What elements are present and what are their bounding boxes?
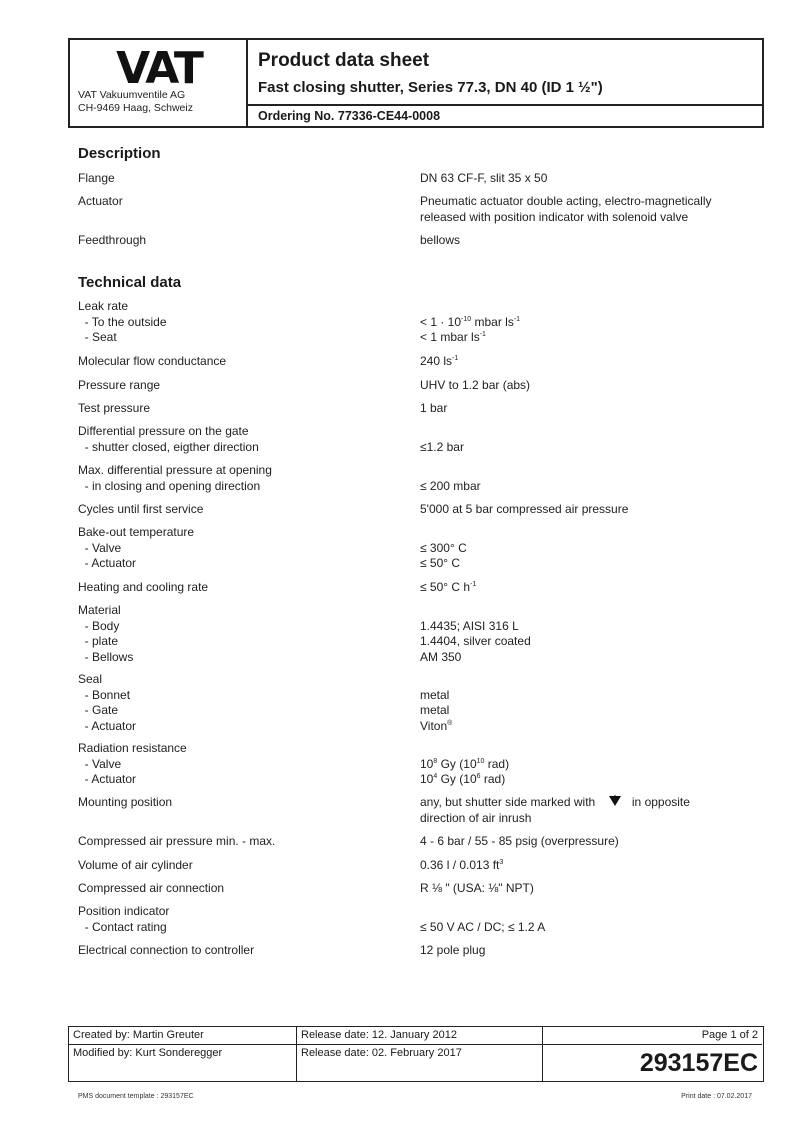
bake-valve-value: ≤ 300° C <box>420 540 467 555</box>
spec-label-line: - Contact rating <box>84 919 167 934</box>
spec-label-line: Differential pressure on the gate <box>78 424 249 438</box>
spec-label-line: - Seat <box>84 330 117 344</box>
spec-label <box>78 741 408 788</box>
logo-cell <box>70 40 248 126</box>
spec-label-line: - Valve <box>84 540 122 555</box>
mounting-text: in opposite <box>631 795 690 809</box>
spec-label-line: - shutter closed, eigther direction <box>84 439 259 454</box>
page-number: Page 1 of 2 <box>543 1027 762 1045</box>
ordering-number: Ordering No. 77336-CE44-0008 <box>248 104 762 126</box>
material-bellows-value: AM 350 <box>420 649 462 664</box>
spec-label <box>78 424 408 455</box>
exponent: -1 <box>470 581 477 588</box>
bake-actuator-value: ≤ 50° C <box>420 556 461 570</box>
spec-value: DN 63 CF-F, slit 35 x 50 <box>420 171 548 185</box>
seal-gate-value: metal <box>420 703 450 717</box>
template-note: PMS document template : 293157EC <box>78 1093 194 1100</box>
material-plate-value: 1.4404, silver coated <box>420 634 531 648</box>
spec-value: ≤1.2 bar <box>420 439 464 454</box>
rad-actuator-unit: Gy (10 <box>437 772 477 786</box>
spec-value: 5'000 at 5 bar compressed air pressure <box>420 502 629 516</box>
spec-value <box>420 757 770 788</box>
spec-value: 4 - 6 bar / 55 - 85 psig (overpressure) <box>420 834 619 848</box>
spec-label-line: Position indicator <box>78 904 170 918</box>
svg-text:VAT: VAT <box>116 46 202 86</box>
spec-label-line: - Bellows <box>84 649 134 664</box>
spec-label-line: - Bonnet <box>84 687 131 702</box>
spec-label: Heating and cooling rate <box>78 580 209 594</box>
spec-value: R ⅛ " (USA: ⅛" NPT) <box>420 881 534 895</box>
spec-label: Cycles until first service <box>78 502 204 516</box>
spec-label: Compressed air pressure min. - max. <box>78 834 276 848</box>
release-date-2: Release date: 02. February 2017 <box>297 1045 543 1081</box>
spec-value <box>420 619 770 666</box>
leak-seat-value: < 1 mbar ls <box>420 330 480 344</box>
spec-label <box>78 672 408 734</box>
exponent: 8 <box>433 757 438 765</box>
rad-valve-value: 10 <box>420 756 434 771</box>
company-name: VAT Vakuumventile AG <box>78 89 186 101</box>
heat-value: ≤ 50° C h <box>420 580 471 594</box>
rad-actuator-value: 10 <box>420 772 434 786</box>
leak-outside-value: < 1 · 10 <box>420 314 462 329</box>
footer-box <box>68 1026 764 1082</box>
spec-label-line: - To the outside <box>84 314 167 329</box>
spec-label-line: Leak rate <box>78 299 129 313</box>
technical-heading: Technical data <box>78 274 182 291</box>
document-title: Product data sheet <box>258 50 430 71</box>
spec-label-line: - Valve <box>84 756 122 771</box>
volume-value: 0.36 l / 0.013 ft <box>420 858 500 872</box>
spec-label <box>78 463 408 494</box>
title-cell <box>248 40 762 126</box>
mounting-text: any, but shutter side marked with <box>420 795 596 809</box>
spec-label <box>78 299 408 346</box>
spec-label: Molecular flow conductance <box>78 354 227 368</box>
spec-row-leak-rate <box>78 299 768 347</box>
spec-value <box>420 354 770 370</box>
spec-value: UHV to 1.2 bar (abs) <box>420 378 531 392</box>
spec-label-line: Material <box>78 603 121 617</box>
print-date: Print date : 07.02.2017 <box>681 1093 752 1100</box>
exponent: 6 <box>476 773 481 780</box>
rad-valve-unit: Gy (10 <box>437 756 477 771</box>
mounting-text: direction of air inrush <box>420 810 532 825</box>
shutter-side-marker-icon <box>609 795 621 807</box>
spec-label: Mounting position <box>78 795 173 809</box>
leak-outside-unit: mbar ls <box>471 314 514 329</box>
spec-label-line: Radiation resistance <box>78 741 187 755</box>
spec-label-line: - in closing and opening direction <box>84 478 261 493</box>
seal-actuator-value: Viton <box>420 718 448 733</box>
spec-value <box>420 858 770 874</box>
company-city: CH-9469 Haag, Schweiz <box>78 102 193 114</box>
spec-label-line: - Actuator <box>84 772 137 786</box>
company-address <box>78 89 193 115</box>
spec-label-line: Max. differential pressure at opening <box>78 463 272 477</box>
release-date-1: Release date: 12. January 2012 <box>297 1027 543 1045</box>
vat-logo <box>82 46 236 86</box>
material-body-value: 1.4435; AISI 316 L <box>420 618 519 633</box>
flow-value: 240 ls <box>420 354 453 368</box>
spec-value <box>420 688 770 735</box>
exponent: 3 <box>499 859 504 866</box>
exponent: -1 <box>479 331 486 338</box>
description-heading: Description <box>78 145 161 162</box>
seal-bonnet-value: metal <box>420 687 450 702</box>
spec-value-line: Pneumatic actuator double acting, electro-magnetically <box>420 194 712 208</box>
exponent: -10 <box>461 315 472 323</box>
document-number: 293157EC <box>639 1049 758 1077</box>
spec-label: Electrical connection to controller <box>78 943 255 957</box>
exponent: 10 <box>476 757 485 765</box>
spec-value: bellows <box>420 233 461 247</box>
product-subtitle: Fast closing shutter, Series 77.3, DN 40 (ID 1 ½") <box>258 79 603 96</box>
spec-label: Volume of air cylinder <box>78 858 193 872</box>
spec-label: Compressed air connection <box>78 881 225 895</box>
rad-valve-unit: rad) <box>484 756 510 771</box>
spec-label <box>78 904 408 935</box>
spec-value <box>420 580 770 596</box>
spec-label: Actuator <box>78 194 123 208</box>
spec-label <box>78 603 408 665</box>
spec-value <box>420 194 770 225</box>
rad-actuator-unit: rad) <box>480 772 506 786</box>
registered-mark: ® <box>447 719 453 727</box>
spec-label: Flange <box>78 171 115 185</box>
spec-label-line: - plate <box>84 634 119 648</box>
spec-label-line: Bake-out temperature <box>78 525 195 539</box>
spec-label: Pressure range <box>78 378 161 392</box>
header-box <box>68 38 764 128</box>
spec-value <box>420 315 770 346</box>
exponent: -1 <box>513 315 521 323</box>
spec-label <box>78 525 408 572</box>
spec-value <box>420 795 770 826</box>
spec-label: Feedthrough <box>78 233 147 247</box>
spec-label-line: - Body <box>84 618 120 633</box>
spec-label-line: - Gate <box>84 703 119 717</box>
spec-value: ≤ 200 mbar <box>420 478 481 493</box>
spec-value-line: released with position indicator with solenoid valve <box>420 209 689 224</box>
spec-value: ≤ 50 V AC / DC; ≤ 1.2 A <box>420 919 546 934</box>
spec-label-line: Seal <box>78 672 103 686</box>
created-by: Created by: Martin Greuter <box>69 1027 297 1045</box>
spec-label-line: - Actuator <box>84 718 137 733</box>
spec-value <box>420 541 770 572</box>
modified-by: Modified by: Kurt Sonderegger <box>69 1045 297 1081</box>
spec-label: Test pressure <box>78 401 151 415</box>
spec-value: 12 pole plug <box>420 943 486 957</box>
spec-label-line: - Actuator <box>84 556 137 570</box>
exponent: -1 <box>452 355 459 362</box>
exponent: 4 <box>433 773 438 780</box>
spec-value: 1 bar <box>420 401 448 415</box>
